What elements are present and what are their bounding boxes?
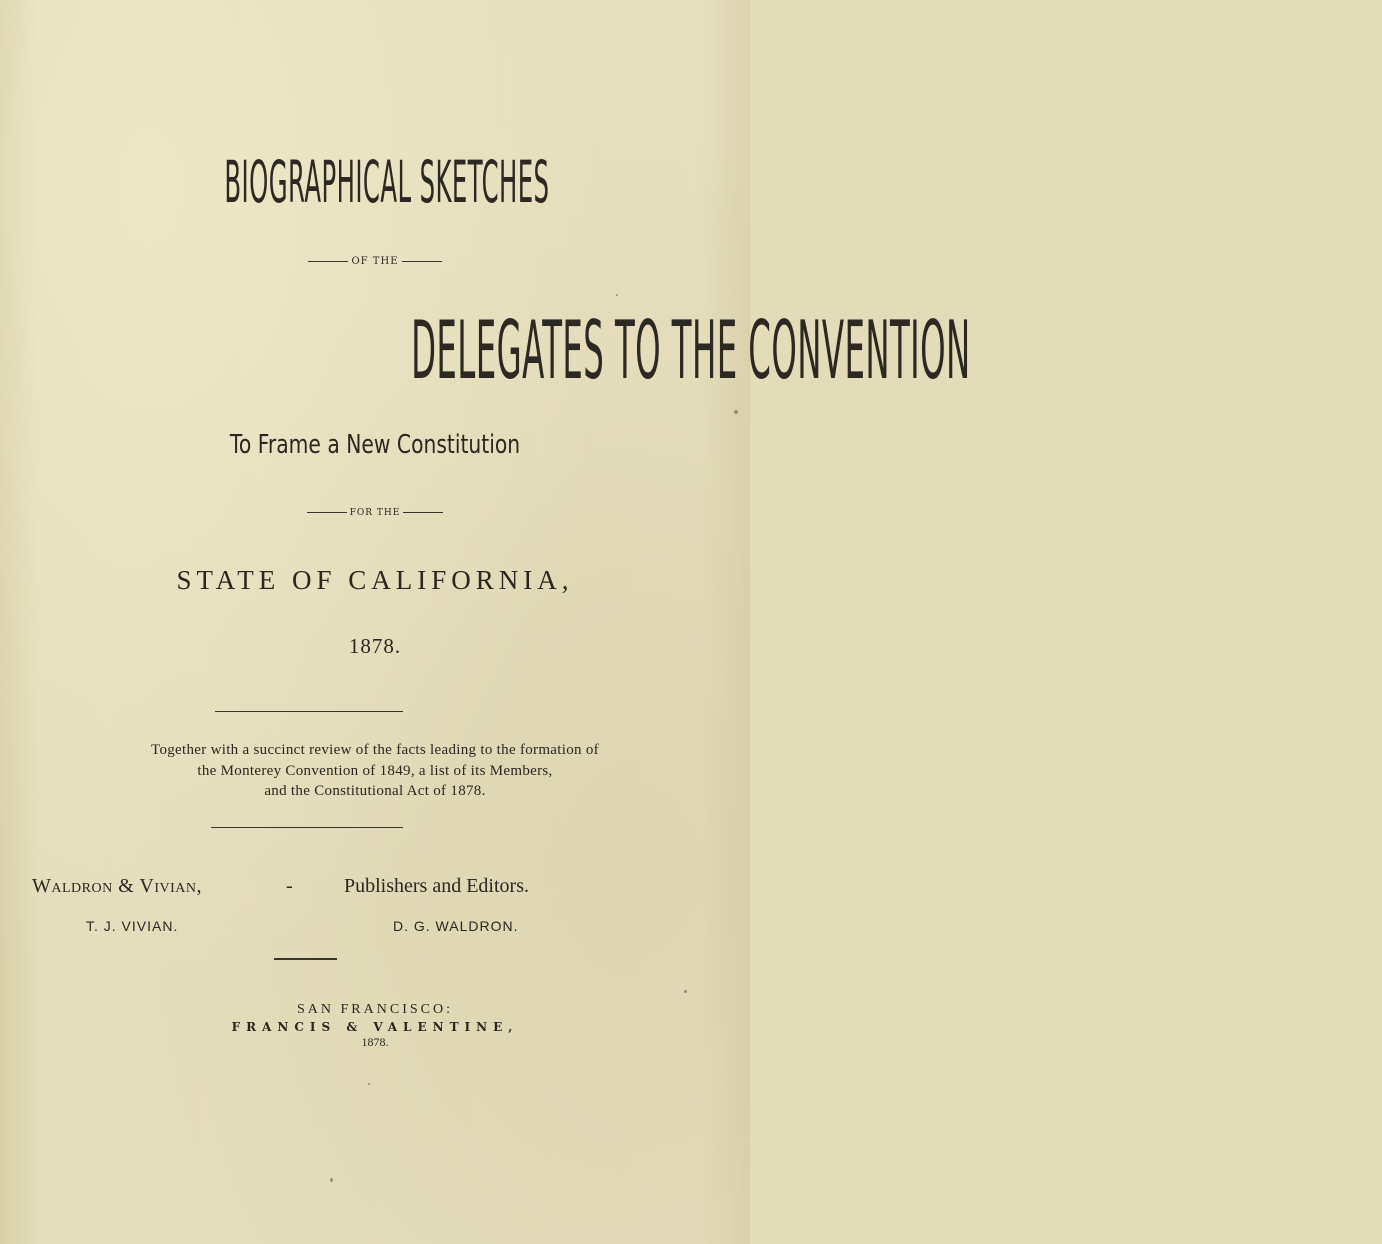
divider-dash-left bbox=[307, 512, 347, 513]
publisher-dash: - bbox=[286, 875, 293, 897]
subtitle bbox=[0, 430, 750, 460]
paper-speck bbox=[368, 1083, 370, 1085]
of-the-divider bbox=[0, 256, 750, 267]
description-line-3: and the Constitutional Act of 1878. bbox=[264, 783, 486, 799]
horizontal-rule bbox=[215, 711, 403, 712]
editor-name-right: D. G. WALDRON. bbox=[393, 918, 519, 934]
short-rule bbox=[274, 958, 337, 960]
description-line-2: the Monterey Convention of 1849, a list of its Members, bbox=[197, 763, 553, 779]
for-the-text: FOR THE bbox=[349, 508, 401, 518]
divider-dash-right bbox=[402, 261, 442, 262]
paper-speck bbox=[684, 990, 687, 993]
editor-name-left: T. J. VIVIAN. bbox=[86, 918, 179, 934]
description-line-1: Together with a succinct review of the facts leading to the formation of bbox=[151, 742, 599, 758]
imprint-year: 1878. bbox=[361, 1035, 389, 1049]
title-line-2 bbox=[0, 304, 971, 397]
divider-dash-right bbox=[403, 512, 443, 513]
year-heading: 1878. bbox=[348, 634, 402, 658]
paper-speck bbox=[734, 410, 738, 414]
for-the-divider bbox=[0, 508, 750, 518]
paper-speck bbox=[330, 1178, 333, 1182]
divider-dash-left bbox=[308, 261, 348, 262]
title-line-1 bbox=[0, 148, 750, 216]
imprint-printer: FRANCIS & VALENTINE, bbox=[231, 1020, 519, 1034]
subtitle-text: To Frame a New Constitution bbox=[229, 430, 521, 460]
title-line-1-text: BIOGRAPHICAL SKETCHES bbox=[224, 148, 550, 216]
title-line-2-text: DELEGATES TO THE CONVENTION bbox=[411, 304, 971, 397]
paper-speck bbox=[616, 294, 618, 296]
state-heading: STATE OF CALIFORNIA, bbox=[176, 565, 574, 595]
of-the-text: OF THE bbox=[351, 256, 399, 267]
imprint-city: SAN FRANCISCO: bbox=[297, 1002, 453, 1017]
publisher-role: Publishers and Editors. bbox=[344, 875, 529, 897]
horizontal-rule bbox=[211, 827, 403, 828]
publisher-firm: Waldron & Vivian, bbox=[32, 875, 203, 897]
